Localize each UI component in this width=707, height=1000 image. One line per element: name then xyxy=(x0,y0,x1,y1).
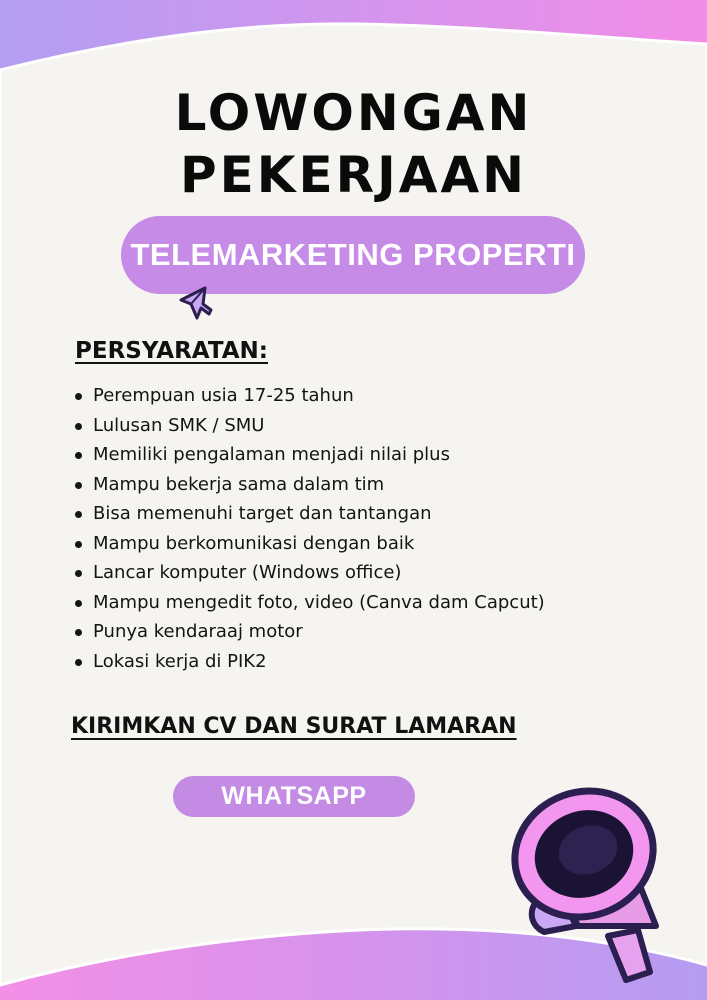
whatsapp-button-label: WHATSAPP xyxy=(221,782,367,810)
list-item: Lancar komputer (Windows office) xyxy=(75,558,545,588)
requirements-list xyxy=(75,381,545,676)
list-item: Mampu mengedit foto, video (Canva dam Capcut) xyxy=(75,588,545,618)
bullet-icon xyxy=(75,482,82,489)
bullet-icon xyxy=(75,570,82,577)
bullet-icon xyxy=(75,629,82,636)
title-line-1: LOWONGAN xyxy=(174,84,533,142)
list-item: Mampu bekerja sama dalam tim xyxy=(75,470,545,500)
position-label: TELEMARKETING PROPERTI xyxy=(130,237,576,272)
bullet-icon xyxy=(75,511,82,518)
requirements-heading: PERSYARATAN: xyxy=(75,338,268,364)
list-item: Bisa memenuhi target dan tantangan xyxy=(75,499,545,529)
position-badge xyxy=(121,216,585,294)
title-line-2: PEKERJAAN xyxy=(179,146,528,204)
whatsapp-button[interactable] xyxy=(173,776,415,817)
list-item: Perempuan usia 17-25 tahun xyxy=(75,381,545,411)
bullet-icon xyxy=(75,452,82,459)
list-item: Mampu berkomunikasi dengan baik xyxy=(75,529,545,559)
bullet-icon xyxy=(75,393,82,400)
list-item: Punya kendaraaj motor xyxy=(75,617,545,647)
bullet-icon xyxy=(75,600,82,607)
bullet-icon xyxy=(75,659,82,666)
list-item: Lulusan SMK / SMU xyxy=(75,411,545,441)
cursor-pointer-icon xyxy=(177,284,213,326)
send-cv-instruction: KIRIMKAN CV DAN SURAT LAMARAN xyxy=(71,714,517,739)
bullet-icon xyxy=(75,541,82,548)
megaphone-icon xyxy=(488,766,703,991)
bullet-icon xyxy=(75,423,82,430)
list-item: Memiliki pengalaman menjadi nilai plus xyxy=(75,440,545,470)
list-item: Lokasi kerja di PIK2 xyxy=(75,647,545,677)
